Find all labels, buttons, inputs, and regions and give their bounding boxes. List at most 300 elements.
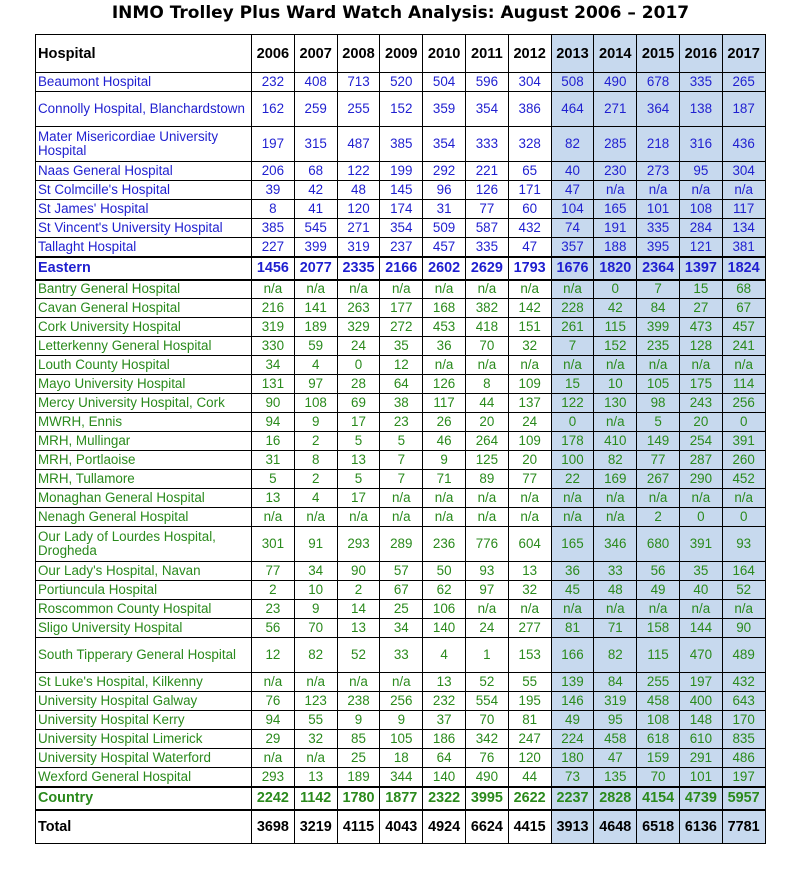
value-cell: 504 bbox=[423, 73, 466, 92]
value-cell: n/a bbox=[294, 673, 337, 692]
value-cell: 2622 bbox=[508, 787, 551, 810]
value-cell: n/a bbox=[423, 489, 466, 508]
value-cell: n/a bbox=[722, 600, 765, 619]
value-cell: 316 bbox=[679, 127, 722, 162]
value-cell: 432 bbox=[508, 219, 551, 238]
value-cell: 145 bbox=[380, 181, 423, 200]
value-cell: 1 bbox=[465, 638, 508, 673]
value-cell: 285 bbox=[594, 127, 637, 162]
value-cell: 152 bbox=[594, 337, 637, 356]
value-cell: 117 bbox=[722, 200, 765, 219]
value-cell: 24 bbox=[337, 337, 380, 356]
value-cell: 458 bbox=[594, 730, 637, 749]
value-cell: 6624 bbox=[465, 810, 508, 844]
value-cell: 95 bbox=[679, 162, 722, 181]
value-cell: 67 bbox=[722, 299, 765, 318]
table-row bbox=[36, 181, 766, 200]
value-cell: 20 bbox=[679, 413, 722, 432]
value-cell: n/a bbox=[465, 508, 508, 527]
value-cell: 60 bbox=[508, 200, 551, 219]
value-cell: 170 bbox=[722, 711, 765, 730]
table-row bbox=[36, 768, 766, 787]
hospital-name: Mayo University Hospital bbox=[36, 375, 252, 394]
table-body bbox=[36, 73, 766, 844]
table-row bbox=[36, 562, 766, 581]
value-cell: 68 bbox=[294, 162, 337, 181]
value-cell: 31 bbox=[252, 451, 295, 470]
value-cell: 197 bbox=[679, 673, 722, 692]
value-cell: 20 bbox=[465, 413, 508, 432]
value-cell: 77 bbox=[465, 200, 508, 219]
value-cell: n/a bbox=[294, 508, 337, 527]
value-cell: 432 bbox=[722, 673, 765, 692]
document-title: INMO Trolley Plus Ward Watch Analysis: August 2006 – 2017 bbox=[111, 3, 690, 23]
value-cell: 93 bbox=[722, 527, 765, 562]
value-cell: n/a bbox=[465, 489, 508, 508]
value-cell: 7 bbox=[637, 280, 680, 299]
hospital-name: Letterkenny General Hospital bbox=[36, 337, 252, 356]
hospital-name: Naas General Hospital bbox=[36, 162, 252, 181]
value-cell: 4115 bbox=[337, 810, 380, 844]
value-cell: 7 bbox=[551, 337, 594, 356]
value-cell: 57 bbox=[380, 562, 423, 581]
table-row bbox=[36, 162, 766, 181]
value-cell: 64 bbox=[423, 749, 466, 768]
value-cell: 13 bbox=[337, 451, 380, 470]
value-cell: 24 bbox=[508, 413, 551, 432]
value-cell: 82 bbox=[594, 451, 637, 470]
value-cell: 418 bbox=[465, 318, 508, 337]
value-cell: 189 bbox=[294, 318, 337, 337]
value-cell: 470 bbox=[679, 638, 722, 673]
value-cell: 9 bbox=[423, 451, 466, 470]
value-cell: 199 bbox=[380, 162, 423, 181]
value-cell: n/a bbox=[380, 508, 423, 527]
hospital-name: University Hospital Limerick bbox=[36, 730, 252, 749]
table-row bbox=[36, 257, 766, 280]
value-cell: 10 bbox=[594, 375, 637, 394]
value-cell: 126 bbox=[423, 375, 466, 394]
value-cell: 2364 bbox=[637, 257, 680, 280]
value-cell: 8 bbox=[294, 451, 337, 470]
value-cell: n/a bbox=[679, 356, 722, 375]
value-cell: 5 bbox=[637, 413, 680, 432]
value-cell: 101 bbox=[637, 200, 680, 219]
value-cell: 2166 bbox=[380, 257, 423, 280]
value-cell: 70 bbox=[637, 768, 680, 787]
value-cell: 678 bbox=[637, 73, 680, 92]
year-header: 2011 bbox=[465, 35, 508, 73]
value-cell: 364 bbox=[637, 92, 680, 127]
value-cell: 149 bbox=[637, 432, 680, 451]
value-cell: 33 bbox=[380, 638, 423, 673]
value-cell: 259 bbox=[294, 92, 337, 127]
value-cell: 509 bbox=[423, 219, 466, 238]
table-row bbox=[36, 127, 766, 162]
value-cell: 180 bbox=[551, 749, 594, 768]
hospital-name: Portiuncula Hospital bbox=[36, 581, 252, 600]
value-cell: 20 bbox=[508, 451, 551, 470]
value-cell: 64 bbox=[380, 375, 423, 394]
value-cell: 178 bbox=[551, 432, 594, 451]
value-cell: n/a bbox=[508, 356, 551, 375]
value-cell: 346 bbox=[594, 527, 637, 562]
value-cell: 13 bbox=[294, 768, 337, 787]
table-row bbox=[36, 73, 766, 92]
value-cell: 82 bbox=[551, 127, 594, 162]
value-cell: 1780 bbox=[337, 787, 380, 810]
value-cell: 236 bbox=[423, 527, 466, 562]
value-cell: 9 bbox=[294, 600, 337, 619]
value-cell: 643 bbox=[722, 692, 765, 711]
table-row bbox=[36, 413, 766, 432]
value-cell: n/a bbox=[637, 489, 680, 508]
value-cell: 354 bbox=[380, 219, 423, 238]
hospital-name: Louth County Hospital bbox=[36, 356, 252, 375]
value-cell: 277 bbox=[508, 619, 551, 638]
value-cell: 46 bbox=[423, 432, 466, 451]
value-cell: 120 bbox=[337, 200, 380, 219]
value-cell: 2237 bbox=[551, 787, 594, 810]
value-cell: n/a bbox=[380, 673, 423, 692]
value-cell: 304 bbox=[722, 162, 765, 181]
value-cell: 174 bbox=[380, 200, 423, 219]
value-cell: 3995 bbox=[465, 787, 508, 810]
value-cell: 115 bbox=[637, 638, 680, 673]
value-cell: 3913 bbox=[551, 810, 594, 844]
value-cell: 254 bbox=[679, 432, 722, 451]
value-cell: n/a bbox=[252, 749, 295, 768]
value-cell: 55 bbox=[508, 673, 551, 692]
value-cell: 359 bbox=[423, 92, 466, 127]
value-cell: 89 bbox=[465, 470, 508, 489]
hospital-name: Monaghan General Hospital bbox=[36, 489, 252, 508]
value-cell: 135 bbox=[594, 768, 637, 787]
header-row bbox=[36, 35, 766, 73]
value-cell: 27 bbox=[679, 299, 722, 318]
value-cell: 52 bbox=[465, 673, 508, 692]
value-cell: 31 bbox=[423, 200, 466, 219]
value-cell: 12 bbox=[380, 356, 423, 375]
value-cell: 49 bbox=[637, 581, 680, 600]
value-cell: 464 bbox=[551, 92, 594, 127]
value-cell: 148 bbox=[679, 711, 722, 730]
value-cell: 776 bbox=[465, 527, 508, 562]
value-cell: n/a bbox=[294, 280, 337, 299]
value-cell: 1456 bbox=[252, 257, 295, 280]
table-row bbox=[36, 638, 766, 673]
value-cell: 400 bbox=[679, 692, 722, 711]
value-cell: 289 bbox=[380, 527, 423, 562]
value-cell: 130 bbox=[594, 394, 637, 413]
year-header: 2009 bbox=[380, 35, 423, 73]
value-cell: 94 bbox=[252, 711, 295, 730]
value-cell: 0 bbox=[594, 280, 637, 299]
table-row bbox=[36, 711, 766, 730]
value-cell: 165 bbox=[594, 200, 637, 219]
value-cell: 554 bbox=[465, 692, 508, 711]
value-cell: 508 bbox=[551, 73, 594, 92]
value-cell: 357 bbox=[551, 238, 594, 257]
trolley-table bbox=[35, 34, 766, 844]
value-cell: 13 bbox=[423, 673, 466, 692]
hospital-name: Mercy University Hospital, Cork bbox=[36, 394, 252, 413]
value-cell: 188 bbox=[594, 238, 637, 257]
hospital-name: Tallaght Hospital bbox=[36, 238, 252, 257]
value-cell: n/a bbox=[722, 356, 765, 375]
value-cell: n/a bbox=[465, 356, 508, 375]
table-row bbox=[36, 92, 766, 127]
value-cell: n/a bbox=[551, 280, 594, 299]
value-cell: n/a bbox=[252, 673, 295, 692]
value-cell: 191 bbox=[594, 219, 637, 238]
value-cell: 13 bbox=[508, 562, 551, 581]
region-total-label: Eastern bbox=[36, 257, 252, 280]
value-cell: 175 bbox=[679, 375, 722, 394]
value-cell: 82 bbox=[294, 638, 337, 673]
value-cell: 4 bbox=[294, 356, 337, 375]
value-cell: 33 bbox=[594, 562, 637, 581]
value-cell: 342 bbox=[465, 730, 508, 749]
value-cell: 14 bbox=[337, 600, 380, 619]
value-cell: 230 bbox=[594, 162, 637, 181]
value-cell: n/a bbox=[465, 280, 508, 299]
table-row bbox=[36, 527, 766, 562]
value-cell: 158 bbox=[637, 619, 680, 638]
value-cell: 52 bbox=[722, 581, 765, 600]
value-cell: 189 bbox=[337, 768, 380, 787]
value-cell: n/a bbox=[679, 181, 722, 200]
value-cell: 604 bbox=[508, 527, 551, 562]
value-cell: n/a bbox=[252, 508, 295, 527]
hospital-name: Sligo University Hospital bbox=[36, 619, 252, 638]
value-cell: 62 bbox=[423, 581, 466, 600]
year-header: 2007 bbox=[294, 35, 337, 73]
value-cell: 34 bbox=[380, 619, 423, 638]
value-cell: 243 bbox=[679, 394, 722, 413]
value-cell: 81 bbox=[551, 619, 594, 638]
value-cell: 399 bbox=[637, 318, 680, 337]
hospital-name: Connolly Hospital, Blanchardstown bbox=[36, 92, 252, 127]
value-cell: 56 bbox=[637, 562, 680, 581]
value-cell: 32 bbox=[294, 730, 337, 749]
value-cell: 228 bbox=[551, 299, 594, 318]
table-row bbox=[36, 749, 766, 768]
value-cell: 120 bbox=[508, 749, 551, 768]
hospital-name: Bantry General Hospital bbox=[36, 280, 252, 299]
value-cell: 232 bbox=[252, 73, 295, 92]
year-header: 2017 bbox=[722, 35, 765, 73]
value-cell: 171 bbox=[508, 181, 551, 200]
value-cell: 241 bbox=[722, 337, 765, 356]
value-cell: 265 bbox=[722, 73, 765, 92]
value-cell: 17 bbox=[337, 413, 380, 432]
hospital-name: MRH, Tullamore bbox=[36, 470, 252, 489]
value-cell: 76 bbox=[252, 692, 295, 711]
value-cell: 610 bbox=[679, 730, 722, 749]
value-cell: 105 bbox=[380, 730, 423, 749]
value-cell: 100 bbox=[551, 451, 594, 470]
value-cell: 37 bbox=[423, 711, 466, 730]
year-header: 2010 bbox=[423, 35, 466, 73]
value-cell: 144 bbox=[679, 619, 722, 638]
value-cell: 55 bbox=[294, 711, 337, 730]
value-cell: 65 bbox=[508, 162, 551, 181]
value-cell: 47 bbox=[508, 238, 551, 257]
value-cell: 109 bbox=[508, 375, 551, 394]
value-cell: 169 bbox=[594, 470, 637, 489]
value-cell: 235 bbox=[637, 337, 680, 356]
hospital-name: Roscommon County Hospital bbox=[36, 600, 252, 619]
value-cell: 168 bbox=[423, 299, 466, 318]
value-cell: 34 bbox=[294, 562, 337, 581]
value-cell: 237 bbox=[380, 238, 423, 257]
region-total-label: Country bbox=[36, 787, 252, 810]
value-cell: 408 bbox=[294, 73, 337, 92]
hospital-name: St Luke's Hospital, Kilkenny bbox=[36, 673, 252, 692]
value-cell: 5 bbox=[337, 432, 380, 451]
value-cell: 50 bbox=[423, 562, 466, 581]
value-cell: 4648 bbox=[594, 810, 637, 844]
value-cell: 77 bbox=[508, 470, 551, 489]
value-cell: 680 bbox=[637, 527, 680, 562]
value-cell: 70 bbox=[465, 711, 508, 730]
value-cell: n/a bbox=[594, 181, 637, 200]
value-cell: 224 bbox=[551, 730, 594, 749]
value-cell: 71 bbox=[423, 470, 466, 489]
value-cell: 90 bbox=[252, 394, 295, 413]
value-cell: 391 bbox=[722, 432, 765, 451]
value-cell: 23 bbox=[252, 600, 295, 619]
hospital-name: Cavan General Hospital bbox=[36, 299, 252, 318]
value-cell: 121 bbox=[679, 238, 722, 257]
value-cell: 26 bbox=[423, 413, 466, 432]
value-cell: 159 bbox=[637, 749, 680, 768]
value-cell: 6136 bbox=[679, 810, 722, 844]
value-cell: 4924 bbox=[423, 810, 466, 844]
value-cell: n/a bbox=[722, 489, 765, 508]
value-cell: n/a bbox=[508, 508, 551, 527]
value-cell: 2 bbox=[252, 581, 295, 600]
value-cell: 486 bbox=[722, 749, 765, 768]
value-cell: 436 bbox=[722, 127, 765, 162]
value-cell: 142 bbox=[508, 299, 551, 318]
value-cell: 386 bbox=[508, 92, 551, 127]
hospital-name: Our Lady's Hospital, Navan bbox=[36, 562, 252, 581]
value-cell: 587 bbox=[465, 219, 508, 238]
value-cell: 520 bbox=[380, 73, 423, 92]
value-cell: 319 bbox=[337, 238, 380, 257]
value-cell: 25 bbox=[337, 749, 380, 768]
value-cell: 2 bbox=[637, 508, 680, 527]
value-cell: 23 bbox=[380, 413, 423, 432]
value-cell: 4739 bbox=[679, 787, 722, 810]
value-cell: 153 bbox=[508, 638, 551, 673]
table-row bbox=[36, 238, 766, 257]
value-cell: 109 bbox=[508, 432, 551, 451]
grand-total-label: Total bbox=[36, 810, 252, 844]
value-cell: 10 bbox=[294, 581, 337, 600]
value-cell: 319 bbox=[594, 692, 637, 711]
value-cell: 29 bbox=[252, 730, 295, 749]
value-cell: 123 bbox=[294, 692, 337, 711]
table-row bbox=[36, 489, 766, 508]
year-header: 2015 bbox=[637, 35, 680, 73]
value-cell: 2602 bbox=[423, 257, 466, 280]
value-cell: 108 bbox=[679, 200, 722, 219]
value-cell: 35 bbox=[679, 562, 722, 581]
year-header: 2013 bbox=[551, 35, 594, 73]
value-cell: 48 bbox=[594, 581, 637, 600]
value-cell: 104 bbox=[551, 200, 594, 219]
value-cell: n/a bbox=[551, 600, 594, 619]
table-row bbox=[36, 787, 766, 810]
value-cell: 4 bbox=[423, 638, 466, 673]
value-cell: 267 bbox=[637, 470, 680, 489]
table-row bbox=[36, 619, 766, 638]
table-row bbox=[36, 280, 766, 299]
value-cell: n/a bbox=[423, 356, 466, 375]
value-cell: n/a bbox=[423, 508, 466, 527]
value-cell: 97 bbox=[294, 375, 337, 394]
table-row bbox=[36, 318, 766, 337]
value-cell: 335 bbox=[679, 73, 722, 92]
value-cell: 96 bbox=[423, 181, 466, 200]
value-cell: 47 bbox=[551, 181, 594, 200]
value-cell: 9 bbox=[337, 711, 380, 730]
table-row bbox=[36, 673, 766, 692]
table-row bbox=[36, 200, 766, 219]
value-cell: 114 bbox=[722, 375, 765, 394]
value-cell: 17 bbox=[337, 489, 380, 508]
table-row bbox=[36, 600, 766, 619]
table-row bbox=[36, 508, 766, 527]
value-cell: 457 bbox=[423, 238, 466, 257]
value-cell: n/a bbox=[508, 489, 551, 508]
value-cell: 91 bbox=[294, 527, 337, 562]
value-cell: 385 bbox=[252, 219, 295, 238]
value-cell: 24 bbox=[465, 619, 508, 638]
value-cell: 2 bbox=[337, 581, 380, 600]
table-row bbox=[36, 337, 766, 356]
value-cell: 12 bbox=[252, 638, 295, 673]
value-cell: 117 bbox=[423, 394, 466, 413]
value-cell: 354 bbox=[423, 127, 466, 162]
value-cell: 238 bbox=[337, 692, 380, 711]
value-cell: 453 bbox=[423, 318, 466, 337]
value-cell: 85 bbox=[337, 730, 380, 749]
value-cell: 70 bbox=[465, 337, 508, 356]
table-row bbox=[36, 394, 766, 413]
value-cell: 140 bbox=[423, 768, 466, 787]
value-cell: 232 bbox=[423, 692, 466, 711]
value-cell: 36 bbox=[423, 337, 466, 356]
value-cell: 94 bbox=[252, 413, 295, 432]
value-cell: n/a bbox=[637, 181, 680, 200]
value-cell: 2077 bbox=[294, 257, 337, 280]
value-cell: 47 bbox=[594, 749, 637, 768]
value-cell: 77 bbox=[637, 451, 680, 470]
value-cell: 74 bbox=[551, 219, 594, 238]
value-cell: 35 bbox=[380, 337, 423, 356]
value-cell: n/a bbox=[337, 508, 380, 527]
value-cell: n/a bbox=[551, 489, 594, 508]
value-cell: 329 bbox=[337, 318, 380, 337]
value-cell: 9 bbox=[294, 413, 337, 432]
value-cell: 255 bbox=[337, 92, 380, 127]
value-cell: 90 bbox=[722, 619, 765, 638]
value-cell: 263 bbox=[337, 299, 380, 318]
